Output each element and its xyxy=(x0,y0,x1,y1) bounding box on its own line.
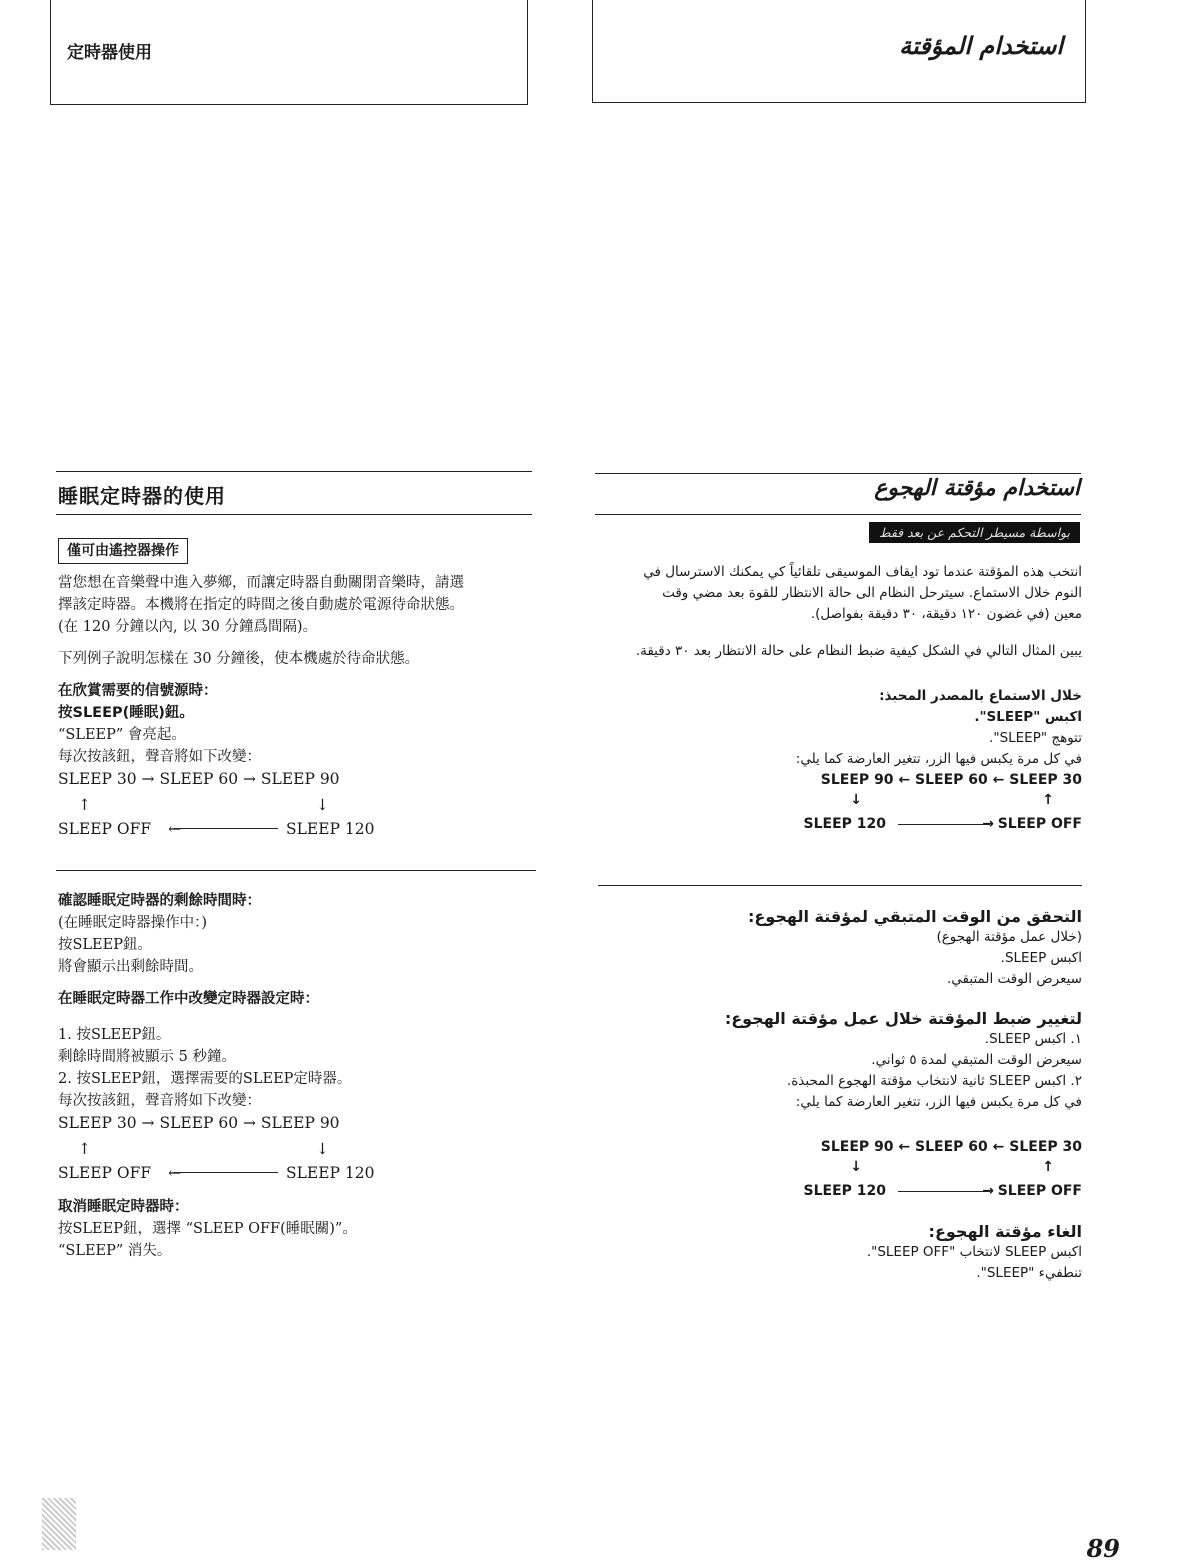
arrow-down-icon: ↓ xyxy=(850,792,862,808)
sleep-sequence-diagram-1 xyxy=(58,768,536,846)
intro-line-1: 當您想在音樂聲中進入夢鄉，而讓定時器自動關閉音樂時，請選 xyxy=(58,575,464,591)
remaining-press: 按SLEEP鈕。 xyxy=(58,937,152,953)
change-step-1-ar: ١. اكبس SLEEP. xyxy=(984,1031,1082,1047)
sleep-120-label: SLEEP 120 xyxy=(286,1164,375,1182)
arrow-line xyxy=(174,828,278,829)
change-step-2: 2. 按SLEEP鈕，選擇需要的SLEEP定時器。 xyxy=(58,1071,352,1087)
remaining-show: 將會顯示出剩餘時間。 xyxy=(58,959,203,975)
change-each-press: 每次按該鈕，聲音將如下改變： xyxy=(58,1093,261,1109)
cancel-gone: “SLEEP” 消失。 xyxy=(58,1243,172,1259)
cancel-heading-ar: الغاء مؤقتة الهجوع: xyxy=(928,1222,1082,1241)
change-heading-ar: لتغيير ضبط المؤقتة خلال عمل مؤقتة الهجوع: xyxy=(724,1009,1082,1028)
arrow-line xyxy=(174,1172,278,1173)
arrow-left-icon: ← xyxy=(168,1164,181,1182)
sleep-off-label-ar: SLEEP OFF xyxy=(997,1183,1082,1199)
intro-line-3-ar: معين (في غضون ١٢٠ دقيقة، ٣٠ دقيقة بفواصل). xyxy=(810,606,1082,622)
intro-line-2: 擇該定時器。本機將在指定的時間之後自動處於電源待命狀態。 xyxy=(58,597,464,613)
sleep-sequence-diagram-ar-1 xyxy=(602,770,1082,840)
cancel-heading: 取消睡眠定時器時： xyxy=(58,1199,189,1215)
chinese-column-part2 xyxy=(58,890,536,1262)
rule-title-left xyxy=(56,514,532,515)
remote-only-note-chinese: 僅可由遙控器操作 xyxy=(58,538,188,564)
section-title-arabic: استخدام مؤقتة الهجوع xyxy=(874,476,1080,501)
intro-line-3: (在 120 分鐘以內, 以 30 分鐘爲間隔)。 xyxy=(58,619,318,635)
remaining-show-ar: سيعرض الوقت المتبقي. xyxy=(947,971,1082,987)
arrow-down-icon: ↓ xyxy=(850,1159,862,1175)
remaining-heading: 確認睡眠定時器的剩餘時間時： xyxy=(58,893,261,909)
arrow-up-icon: ↑ xyxy=(1042,792,1054,808)
arrow-line xyxy=(898,1191,990,1192)
cancel-press: 按SLEEP鈕，選擇 “SLEEP OFF(睡眠關)”。 xyxy=(58,1221,357,1237)
arabic-column-part2 xyxy=(602,906,1082,1284)
arrow-up-icon: ↑ xyxy=(78,796,91,814)
arrow-down-icon: ↓ xyxy=(316,796,329,814)
example-text-ar: يبين المثال التالي في الشكل كيفية ضبط النظام على حالة الانتظار بعد ٣٠ دقيقة. xyxy=(635,643,1082,659)
remaining-sub: (在睡眠定時器操作中：) xyxy=(58,915,208,931)
sleep-sequence-diagram-ar-2 xyxy=(602,1137,1082,1207)
arrow-up-icon: ↑ xyxy=(1042,1159,1054,1175)
sleep-120-label: SLEEP 120 xyxy=(286,820,375,838)
sequence-row-ar: SLEEP 90 ← SLEEP 60 ← SLEEP 30 xyxy=(820,1139,1082,1155)
change-step-2-ar: ٢. اكبس SLEEP ثانية لانتخاب مؤقتة الهجوع المحبذة. xyxy=(786,1073,1082,1089)
rule-mid-right xyxy=(598,885,1082,886)
sleep-120-label-ar: SLEEP 120 xyxy=(803,1183,886,1199)
change-step-1b-ar: سيعرض الوقت المتبقي لمدة ٥ ثواني. xyxy=(871,1052,1082,1068)
arrow-down-icon: ↓ xyxy=(316,1140,329,1158)
sleep-off-label: SLEEP OFF xyxy=(58,1164,152,1182)
remaining-heading-ar: التحقق من الوقت المتبقي لمؤقتة الهجوع: xyxy=(748,907,1082,926)
arabic-column-part1 xyxy=(602,562,1082,840)
sequence-row: SLEEP 30 → SLEEP 60 → SLEEP 90 xyxy=(58,1114,340,1132)
arrow-right-icon: → xyxy=(982,1183,994,1199)
header-box-left xyxy=(50,0,528,105)
press-sleep-text: 按SLEEP(睡眠)鈕。 xyxy=(58,705,194,721)
sequence-row: SLEEP 30 → SLEEP 60 → SLEEP 90 xyxy=(58,770,340,788)
remaining-press-ar: اكبس SLEEP. xyxy=(1000,950,1082,966)
rule-top-right xyxy=(595,473,1081,474)
rule-title-right xyxy=(595,514,1081,515)
sleep-120-label-ar: SLEEP 120 xyxy=(803,816,886,832)
arrow-line xyxy=(898,824,990,825)
scan-smudge xyxy=(42,1498,76,1550)
each-press-text: 每次按該鈕，聲音將如下改變： xyxy=(58,749,261,765)
rule-mid-left xyxy=(56,870,536,871)
header-title-arabic: استخدام المؤقتة xyxy=(899,32,1063,60)
arrow-left-icon: ← xyxy=(168,820,181,838)
header-title-chinese: 定時器使用 xyxy=(67,43,152,63)
sleep-off-label: SLEEP OFF xyxy=(58,820,152,838)
rule-top-left xyxy=(56,471,532,472)
section-title-chinese: 睡眠定時器的使用 xyxy=(58,484,226,508)
chinese-column-part1 xyxy=(58,538,536,846)
change-step-1b: 剩餘時間將被顯示 5 秒鐘。 xyxy=(58,1049,236,1065)
each-press-ar: في كل مرة يكبس فيها الزر، تتغير العارضة كما يلي: xyxy=(795,751,1082,767)
press-sleep-ar: اكبس "SLEEP". xyxy=(974,709,1082,725)
while-listening-heading: 在欣賞需要的信號源時： xyxy=(58,683,218,699)
sleep-lights-ar: تتوهج "SLEEP". xyxy=(989,730,1082,746)
example-text: 下列例子說明怎樣在 30 分鐘後，使本機處於待命狀態。 xyxy=(58,651,420,667)
intro-line-2-ar: النوم خلال الاستماع. سيترحل النظام الى حالة الانتظار للقوة بعد مضي وقت xyxy=(662,585,1082,601)
sleep-lights-text: “SLEEP” 會亮起。 xyxy=(58,727,186,743)
cancel-gone-ar: تنطفيء "SLEEP". xyxy=(976,1265,1082,1281)
arrow-up-icon: ↑ xyxy=(78,1140,91,1158)
header-box-right xyxy=(592,0,1086,103)
remote-only-badge-arabic: بواسطة مسيطر التحكم عن بعد فقط xyxy=(869,522,1080,543)
arrow-right-icon: → xyxy=(982,816,994,832)
change-step-1: 1. 按SLEEP鈕。 xyxy=(58,1027,171,1043)
sleep-sequence-diagram-2 xyxy=(58,1112,536,1190)
remaining-sub-ar: (خلال عمل مؤقتة الهجوع) xyxy=(936,929,1082,945)
cancel-press-ar: اكبس SLEEP لانتخاب "SLEEP OFF". xyxy=(866,1244,1082,1260)
intro-line-1-ar: انتخب هذه المؤقتة عندما تود ايقاف الموسيقى تلقائياً كي يمكنك الاسترسال في xyxy=(643,564,1082,580)
while-listening-heading-ar: خلال الاستماع بالمصدر المحبذ: xyxy=(879,688,1082,704)
page-number: 89 xyxy=(1086,1534,1120,1563)
change-each-ar: في كل مرة يكبس فيها الزر، تتغير العارضة كما يلي: xyxy=(795,1094,1082,1110)
sleep-off-label-ar: SLEEP OFF xyxy=(997,816,1082,832)
change-heading: 在睡眠定時器工作中改變定時器設定時： xyxy=(58,991,319,1007)
sequence-row-ar: SLEEP 90 ← SLEEP 60 ← SLEEP 30 xyxy=(820,772,1082,788)
